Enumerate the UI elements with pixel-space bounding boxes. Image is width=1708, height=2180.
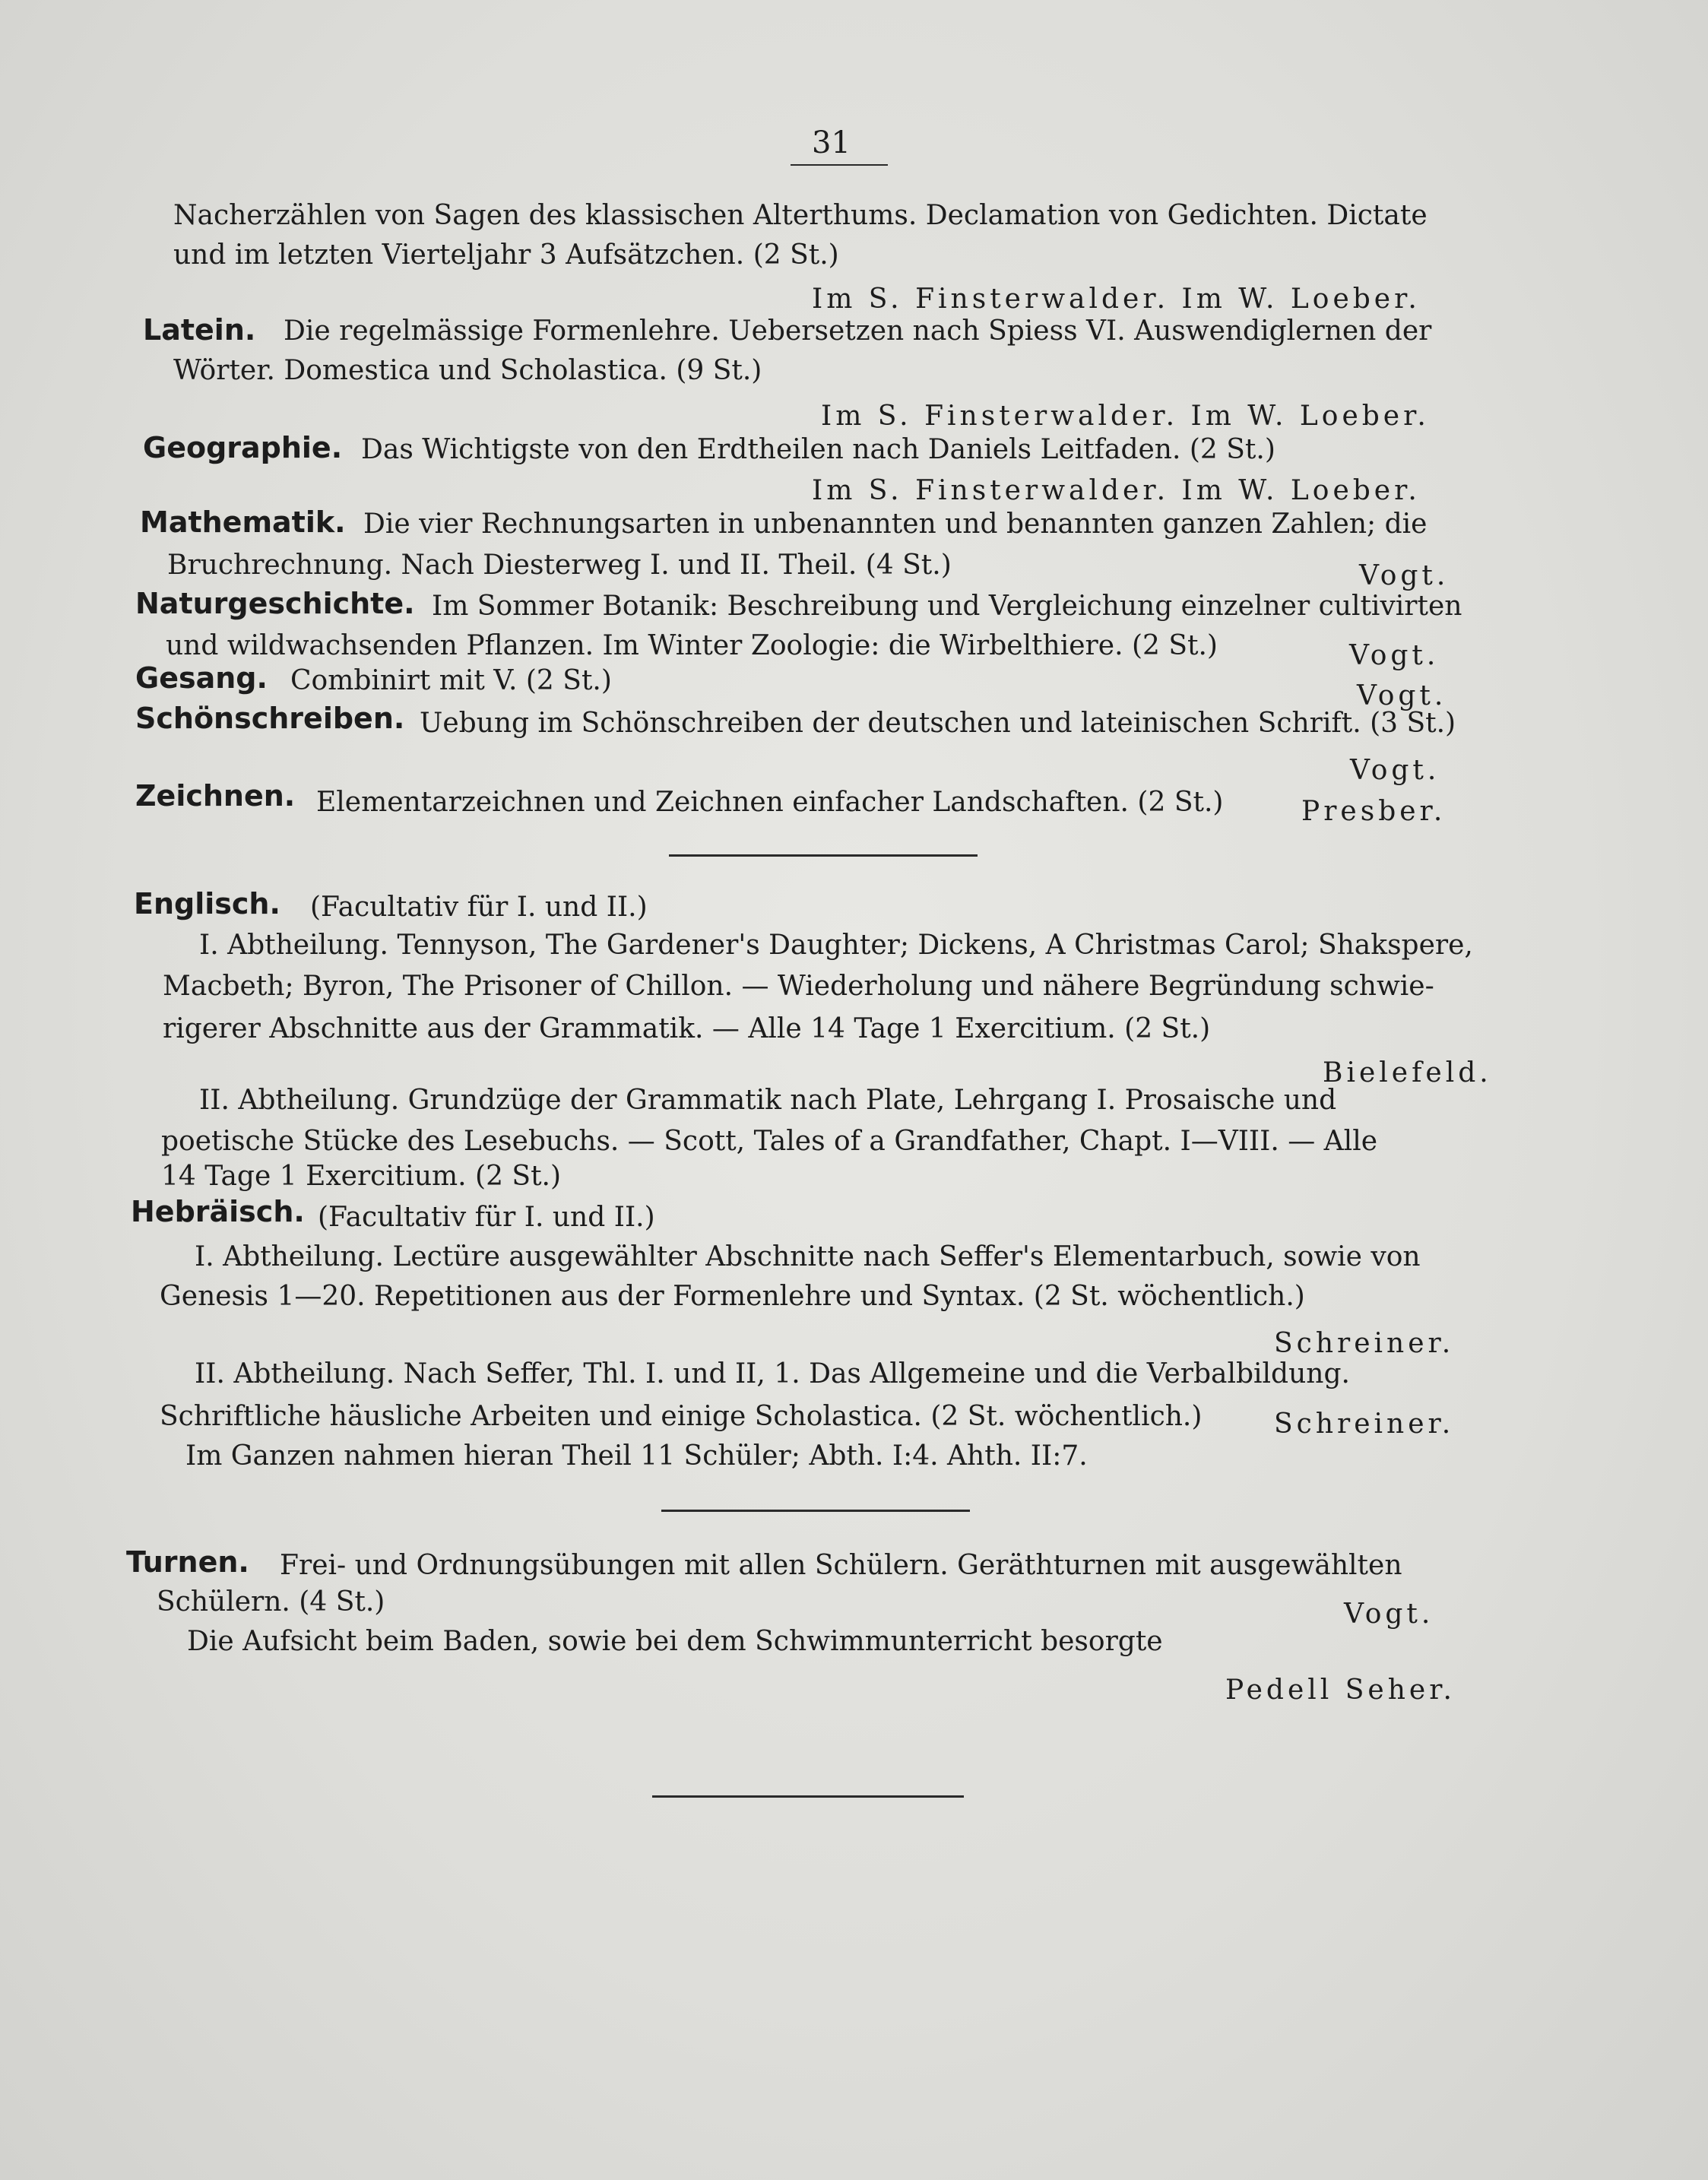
text-line: Macbeth; Byron, The Prisoner of Chillon. — Wiederholung und nähere Begründung schwie- xyxy=(163,971,1434,1002)
text-line: Die Aufsicht beim Baden, sowie bei dem Schwimmunterricht besorgte xyxy=(187,1626,1163,1657)
text-line: (Facultativ für I. und II.) xyxy=(310,892,648,923)
text-line: und wildwachsenden Pflanzen. Im Winter Zoologie: die Wirbelthiere. (2 St.) xyxy=(166,630,1218,661)
text-line: I. Abtheilung. Lectüre ausgewählter Abschnitte nach Seffer's Elementarbuch, sowie von xyxy=(195,1241,1421,1272)
text-line: II. Abtheilung. Nach Seffer, Thl. I. und II, 1. Das Allgemeine und die Verbalbildung. xyxy=(195,1358,1350,1389)
subject-heading-naturgeschichte: Naturgeschichte. xyxy=(135,587,415,620)
teacher-attribution: Bielefeld. xyxy=(1323,1057,1492,1088)
text-line: Nacherzählen von Sagen des klassischen Alterthums. Declamation von Gedichten. Dictate xyxy=(173,200,1428,231)
text-line: I. Abtheilung. Tennyson, The Gardener's Daughter; Dickens, A Christmas Carol; Shakspere, xyxy=(199,930,1473,961)
teacher-attribution: Schreiner. xyxy=(1274,1328,1455,1359)
section-divider xyxy=(661,1510,970,1512)
text-line: Im Sommer Botanik: Beschreibung und Vergleichung einzelner cultivirten xyxy=(432,591,1462,622)
teacher-attribution: Im S. Finsterwalder. Im W. Loeber. xyxy=(812,475,1421,506)
teacher-attribution: Vogt. xyxy=(1350,755,1440,786)
section-divider xyxy=(669,854,978,857)
text-line: Wörter. Domestica und Scholastica. (9 St.) xyxy=(173,355,762,386)
teacher-attribution: Pedell Seher. xyxy=(1225,1675,1456,1706)
text-line: Uebung im Schönschreiben der deutschen und lateinischen Schrift. (3 St.) xyxy=(420,708,1456,739)
subject-heading-englisch: Englisch. xyxy=(134,887,280,920)
text-line: Combinirt mit V. (2 St.) xyxy=(290,665,612,696)
subject-heading-schoenschreiben: Schönschreiben. xyxy=(135,702,405,735)
subject-heading-gesang: Gesang. xyxy=(135,661,268,695)
teacher-attribution: Im S. Finsterwalder. Im W. Loeber. xyxy=(812,284,1421,315)
teacher-attribution: Presber. xyxy=(1301,796,1447,827)
text-line: Schülern. (4 St.) xyxy=(157,1586,385,1618)
text-line: II. Abtheilung. Grundzüge der Grammatik nach Plate, Lehrgang I. Prosaische und xyxy=(199,1085,1337,1116)
text-line: Das Wichtigste von den Erdtheilen nach Daniels Leitfaden. (2 St.) xyxy=(361,434,1275,465)
subject-heading-hebraeisch: Hebräisch. xyxy=(131,1195,305,1228)
text-line: (Facultativ für I. und II.) xyxy=(318,1202,655,1233)
header-rule xyxy=(791,164,888,166)
teacher-attribution: Vogt. xyxy=(1357,680,1447,711)
subject-heading-latein: Latein. xyxy=(143,313,256,347)
teacher-attribution: Vogt. xyxy=(1344,1599,1434,1630)
subject-heading-geographie: Geographie. xyxy=(143,431,343,464)
teacher-attribution: Vogt. xyxy=(1359,560,1450,591)
teacher-attribution: Vogt. xyxy=(1349,640,1440,671)
subject-heading-mathematik: Mathematik. xyxy=(140,505,346,539)
page-number: 31 xyxy=(812,125,851,160)
text-line: Im Ganzen nahmen hieran Theil 11 Schüler; Abth. I:4. Ahth. II:7. xyxy=(185,1440,1088,1472)
text-line: Die regelmässige Formenlehre. Uebersetzen nach Spiess VI. Auswendiglernen der xyxy=(284,315,1432,347)
closing-divider xyxy=(652,1795,964,1798)
text-line: Genesis 1—20. Repetitionen aus der Formenlehre und Syntax. (2 St. wöchentlich.) xyxy=(160,1281,1305,1312)
text-line: poetische Stücke des Lesebuchs. — Scott, Tales of a Grandfather, Chapt. I—VIII. — Alle xyxy=(161,1126,1378,1157)
text-line: Die vier Rechnungsarten in unbenannten und benannten ganzen Zahlen; die xyxy=(363,509,1428,540)
text-line: 14 Tage 1 Exercitium. (2 St.) xyxy=(161,1161,562,1192)
text-line: Schriftliche häusliche Arbeiten und einige Scholastica. (2 St. wöchentlich.) xyxy=(160,1401,1203,1432)
text-line: und im letzten Vierteljahr 3 Aufsätzchen. (2 St.) xyxy=(173,239,839,271)
text-line: Bruchrechnung. Nach Diesterweg I. und II. Theil. (4 St.) xyxy=(167,550,952,581)
text-line: Frei- und Ordnungsübungen mit allen Schülern. Geräthturnen mit ausgewählten xyxy=(280,1550,1402,1581)
subject-heading-turnen: Turnen. xyxy=(126,1545,249,1579)
text-line: Elementarzeichnen und Zeichnen einfacher Landschaften. (2 St.) xyxy=(316,787,1224,818)
teacher-attribution: Im S. Finsterwalder. Im W. Loeber. xyxy=(821,401,1430,432)
text-line: rigerer Abschnitte aus der Grammatik. — Alle 14 Tage 1 Exercitium. (2 St.) xyxy=(163,1013,1211,1044)
subject-heading-zeichnen: Zeichnen. xyxy=(135,779,296,813)
teacher-attribution: Schreiner. xyxy=(1274,1408,1455,1440)
